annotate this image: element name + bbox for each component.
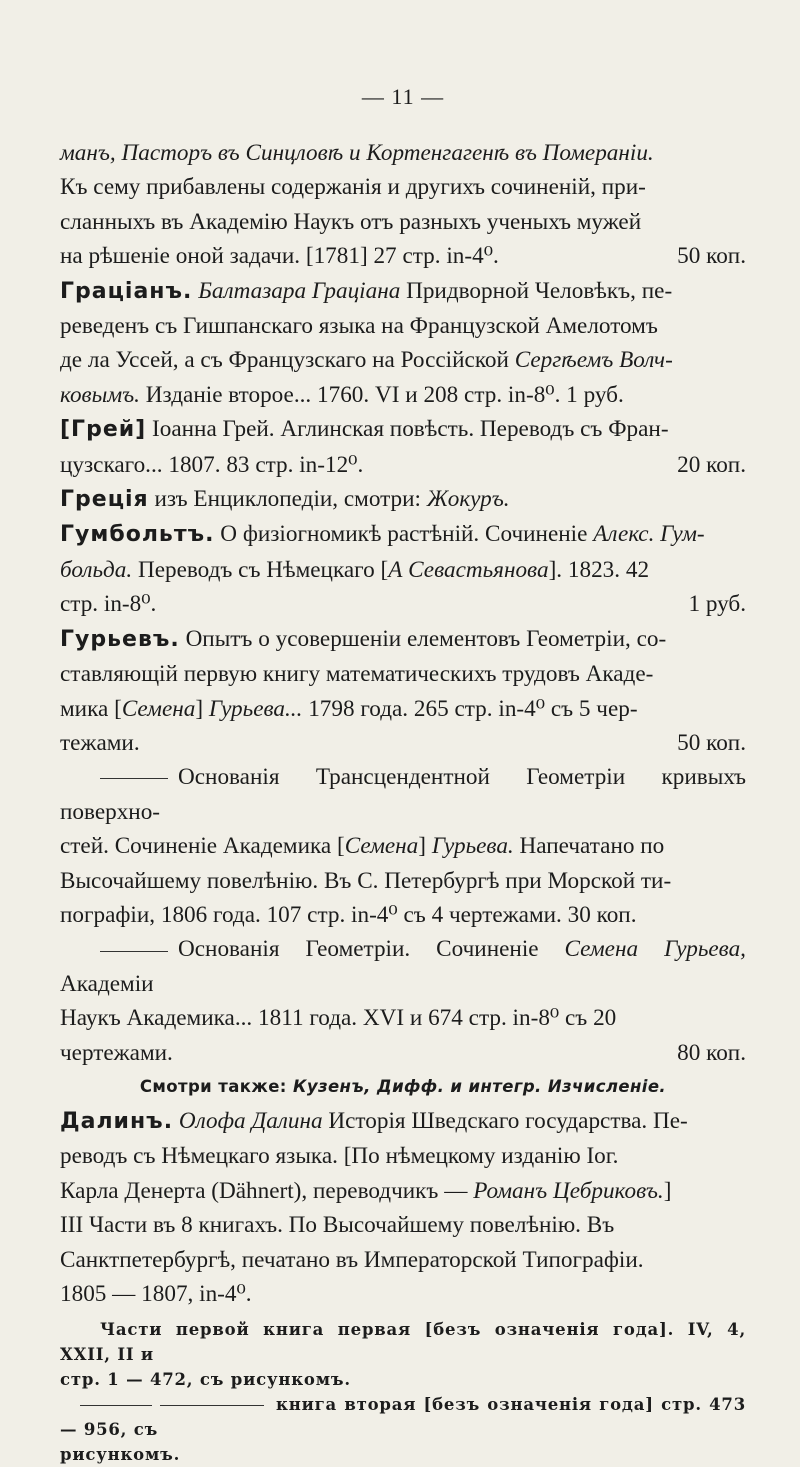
text-line: Наукъ Академика... 1811 года. XVI и 674 стр. in-8⁰ съ 20 xyxy=(60,1005,617,1032)
text-line: 1805 — 1807, in-4⁰. xyxy=(60,1281,252,1307)
text-segment: 1798 года. 265 стр. in-4⁰ съ 5 чер- xyxy=(302,695,638,722)
cross-reference: Кузенъ, Дифф. и интегр. Изчисленіе. xyxy=(292,1076,667,1096)
text-segment: Іоанна Грей. Аглинская повѣсть. Переводъ съ Фран- xyxy=(146,416,669,443)
text-segment: Придворной Человѣкъ, пе- xyxy=(400,277,673,304)
author-name: Балтазара Граціана xyxy=(198,277,401,304)
translator-name: Романъ Цебриковъ. xyxy=(473,1177,664,1204)
entry-gretsiya xyxy=(60,482,746,517)
headword: Гурьевъ. xyxy=(60,626,180,652)
text-segment: стр. in-8⁰. xyxy=(60,591,157,618)
text-line: Высочайшему повелѣнію. Въ С. Петербургѣ при Морской ти- xyxy=(60,867,672,894)
headword: [Грей] xyxy=(60,417,147,443)
entry-gumbolt xyxy=(60,517,746,621)
author-name: больда. xyxy=(60,556,133,583)
text-segment: изъ Енциклопедіи, смотри: xyxy=(148,486,427,513)
price: 1 руб. xyxy=(688,591,746,618)
text-segment: де ла Уссей, а съ Французскаго на Россійской xyxy=(60,347,515,374)
text-segment: Напечатано по xyxy=(513,833,665,860)
text-line: рисункомъ. xyxy=(60,1445,181,1465)
text-segment: Переводъ съ Нѣмецкаго [ xyxy=(132,556,389,583)
text-segment: ] xyxy=(418,833,432,860)
text-segment: тежами. xyxy=(60,729,140,756)
text-segment: чертежами. xyxy=(60,1039,173,1066)
translator-name: ковымъ. xyxy=(60,381,140,408)
text-line: Части первой книга первая [безъ означенія года]. IV, 4, XXII, II и xyxy=(60,1320,746,1365)
price: 50 коп. xyxy=(677,243,746,270)
text-segment: стей. Сочиненіе Академика [ xyxy=(60,833,345,860)
entry-grey xyxy=(60,412,746,482)
text-segment: Основанія Геометріи. Сочиненіе xyxy=(178,936,565,963)
text-line: стр. 1 — 472, съ рисункомъ. xyxy=(60,1370,351,1390)
entry-guryev xyxy=(60,622,746,761)
text-line: манъ, Пасторъ въ Синцловѣ и Кортенгагенѣ въ Помераніи. xyxy=(60,140,654,166)
text-segment: цузскаго... 1807. 83 стр. in-12⁰. xyxy=(60,451,364,478)
text-segment: Исторія Шведскаго государства. Пе- xyxy=(322,1107,688,1134)
entry-gratsian xyxy=(60,274,746,413)
entry-guryev-3 xyxy=(60,932,746,1070)
text-line: ставляющій первую книгу математическихъ трудовъ Акаде- xyxy=(60,661,654,688)
text-segment: Опытъ о усовершеніи елементовъ Геометріи, со- xyxy=(179,625,667,652)
text-segment: Карла Денерта (Dähnert), переводчикъ — xyxy=(60,1177,474,1204)
cross-reference: Жокуръ. xyxy=(426,486,510,513)
text-segment: О физіогномикѣ растѣній. Сочиненіе xyxy=(214,521,594,548)
headword: Греція xyxy=(60,487,149,513)
entry-continuation xyxy=(60,136,746,274)
text-segment: мика [ xyxy=(60,695,122,722)
headword: Гумбольтъ. xyxy=(60,522,215,548)
text-line: Санктпетербургѣ, печатано въ Императорской Типографіи. xyxy=(60,1246,644,1273)
text-line: реведенъ съ Гишпанскаго языка на Французской Амелотомъ xyxy=(60,313,658,340)
text-line: на рѣшеніе оной задачи. [1781] 27 стр. in-4⁰. xyxy=(60,243,499,270)
translator-name: А Севастьянова xyxy=(388,556,549,583)
headword: Граціанъ. xyxy=(60,278,193,304)
note-label: Смотри также: xyxy=(139,1076,293,1096)
ditto-dash xyxy=(80,1405,152,1406)
price: 50 коп. xyxy=(677,729,746,756)
text-line: III Части въ 8 книгахъ. По Высочайшему повелѣнію. Въ xyxy=(60,1212,615,1239)
text-segment: Академіи xyxy=(60,970,154,997)
ditto-dash xyxy=(160,1405,264,1406)
entry-guryev-2 xyxy=(60,760,746,932)
text-line: пографіи, 1806 года. 107 стр. in-4⁰ съ 4 чертежами. 30 коп. xyxy=(60,901,637,928)
volume-details xyxy=(60,1317,746,1467)
author-name: Семена xyxy=(121,695,196,722)
price: 20 коп. xyxy=(677,451,746,478)
page-number: — 11 — xyxy=(361,84,445,109)
author-name: Олофа Далина xyxy=(178,1107,323,1134)
author-name: Алекс. Гум- xyxy=(593,521,705,548)
text-line: реводъ съ Нѣмецкаго языка. [По нѣмецкому изданію Іог. xyxy=(60,1143,619,1170)
price: 80 коп. xyxy=(677,1039,746,1066)
text-line: книга вторая [безъ означенія года] стр. 473 — 956, съ xyxy=(60,1395,746,1440)
author-name: Семена xyxy=(344,833,419,860)
author-name: Гурьева. xyxy=(431,833,514,860)
text-segment: Изданіе второе... 1760. VI и 208 стр. in-8⁰. 1 руб. xyxy=(139,381,624,408)
ditto-dash xyxy=(100,778,168,779)
text-segment: ] xyxy=(195,695,209,722)
entry-dalin xyxy=(60,1104,746,1311)
text-line: сланныхъ въ Академію Наукъ отъ разныхъ ученыхъ мужей xyxy=(60,208,642,235)
headword: Далинъ. xyxy=(60,1108,174,1134)
translator-name: Сергѣемъ Волч- xyxy=(514,347,673,374)
author-name: Семена Гурьева, xyxy=(564,936,746,963)
text-segment: ] xyxy=(663,1177,672,1204)
see-also-note xyxy=(60,1074,746,1100)
text-line: Къ сему прибавлены содержанія и другихъ сочиненій, при- xyxy=(60,174,646,201)
text-segment: Основанія Трансцендентной Геометріи кривыхъ поверхно- xyxy=(60,764,746,825)
ditto-dash xyxy=(100,951,168,952)
author-name: Гурьева... xyxy=(208,695,303,722)
text-segment: ]. 1823. 42 xyxy=(548,556,650,583)
